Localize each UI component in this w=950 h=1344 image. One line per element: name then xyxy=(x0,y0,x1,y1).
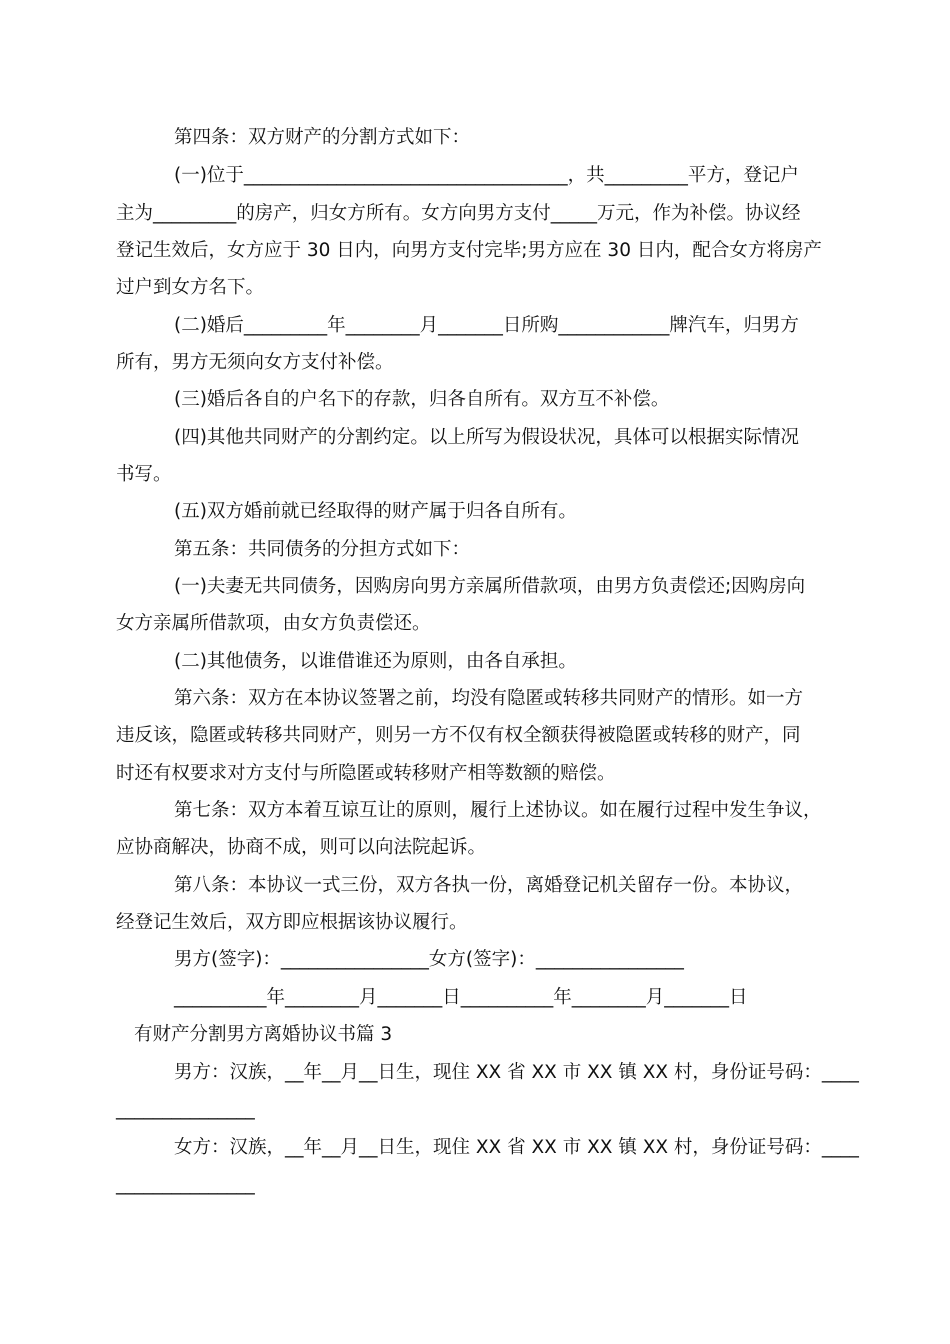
article-5-item-1-line-2: 女方亲属所借款项，由女方负责偿还。 xyxy=(116,613,431,634)
article-8-line-1: 第八条：本协议一式三份，双方各执一份，离婚登记机关留存一份。本协议， xyxy=(174,875,804,896)
article-4-item-1-line-1: (一)位于___________________________________，共_________平方，登记户 xyxy=(174,165,799,186)
article-4-item-1-line-3: 登记生效后，女方应于 30 日内，向男方支付完毕;男方应在 30 日内，配合女方将房产 xyxy=(116,240,822,261)
article-6-line-2: 违反该，隐匿或转移共同财产，则另一方不仅有权全额获得被隐匿或转移的财产，同 xyxy=(116,725,801,746)
male-party-line-1: 男方：汉族，__年__月__日生，现住 XX 省 XX 市 XX 镇 XX 村，身份证号码：____ xyxy=(174,1062,859,1083)
date-line: __________年________月_______日__________年________月_______日 xyxy=(174,987,748,1008)
signature-line: 男方(签字)：________________女方(签字)：________________ xyxy=(174,949,684,970)
article-6-line-1: 第六条：双方在本协议签署之前，均没有隐匿或转移共同财产的情形。如一方 xyxy=(174,688,804,709)
female-party-line-1: 女方：汉族，__年__月__日生，现住 XX 省 XX 市 XX 镇 XX 村，身份证号码：____ xyxy=(174,1137,859,1158)
article-7-line-2: 应协商解决，协商不成，则可以向法院起诉。 xyxy=(116,837,487,858)
article-5-item-1-line-1: (一)夫妻无共同债务，因购房向男方亲属所借款项，由男方负责偿还;因购房向 xyxy=(174,576,806,597)
article-8-line-2: 经登记生效后，双方即应根据该协议履行。 xyxy=(116,912,468,933)
article-5-heading: 第五条：共同债务的分担方式如下： xyxy=(174,539,471,560)
male-party-line-2: _______________ xyxy=(116,1099,255,1120)
article-4-item-1-line-4: 过户到女方名下。 xyxy=(116,277,265,298)
article-4-item-1-line-2: 主为_________的房产，归女方所有。女方向男方支付_____万元，作为补偿。协议经 xyxy=(116,203,801,224)
article-5-item-2: (二)其他债务，以谁借谁还为原则，由各自承担。 xyxy=(174,651,577,672)
female-party-line-2: _______________ xyxy=(116,1174,255,1195)
article-4-item-3: (三)婚后各自的户名下的存款，归各自所有。双方互不补偿。 xyxy=(174,389,670,410)
article-4-item-5: (五)双方婚前就已经取得的财产属于归各自所有。 xyxy=(174,501,577,522)
article-4-item-4-line-2: 书写。 xyxy=(116,464,172,485)
section-title: 有财产分割男方离婚协议书篇 3 xyxy=(134,1024,393,1045)
article-4-heading: 第四条：双方财产的分割方式如下： xyxy=(174,127,471,148)
article-4-item-4-line-1: (四)其他共同财产的分割约定。以上所写为假设状况，具体可以根据实际情况 xyxy=(174,427,799,448)
article-4-item-2-line-1: (二)婚后_________年________月_______日所购____________牌汽车，归男方 xyxy=(174,315,799,336)
article-7-line-1: 第七条：双方本着互谅互让的原则，履行上述协议。如在履行过程中发生争议， xyxy=(174,800,822,821)
article-4-item-2-line-2: 所有，男方无须向女方支付补偿。 xyxy=(116,352,394,373)
article-6-line-3: 时还有权要求对方支付与所隐匿或转移财产相等数额的赔偿。 xyxy=(116,763,616,784)
